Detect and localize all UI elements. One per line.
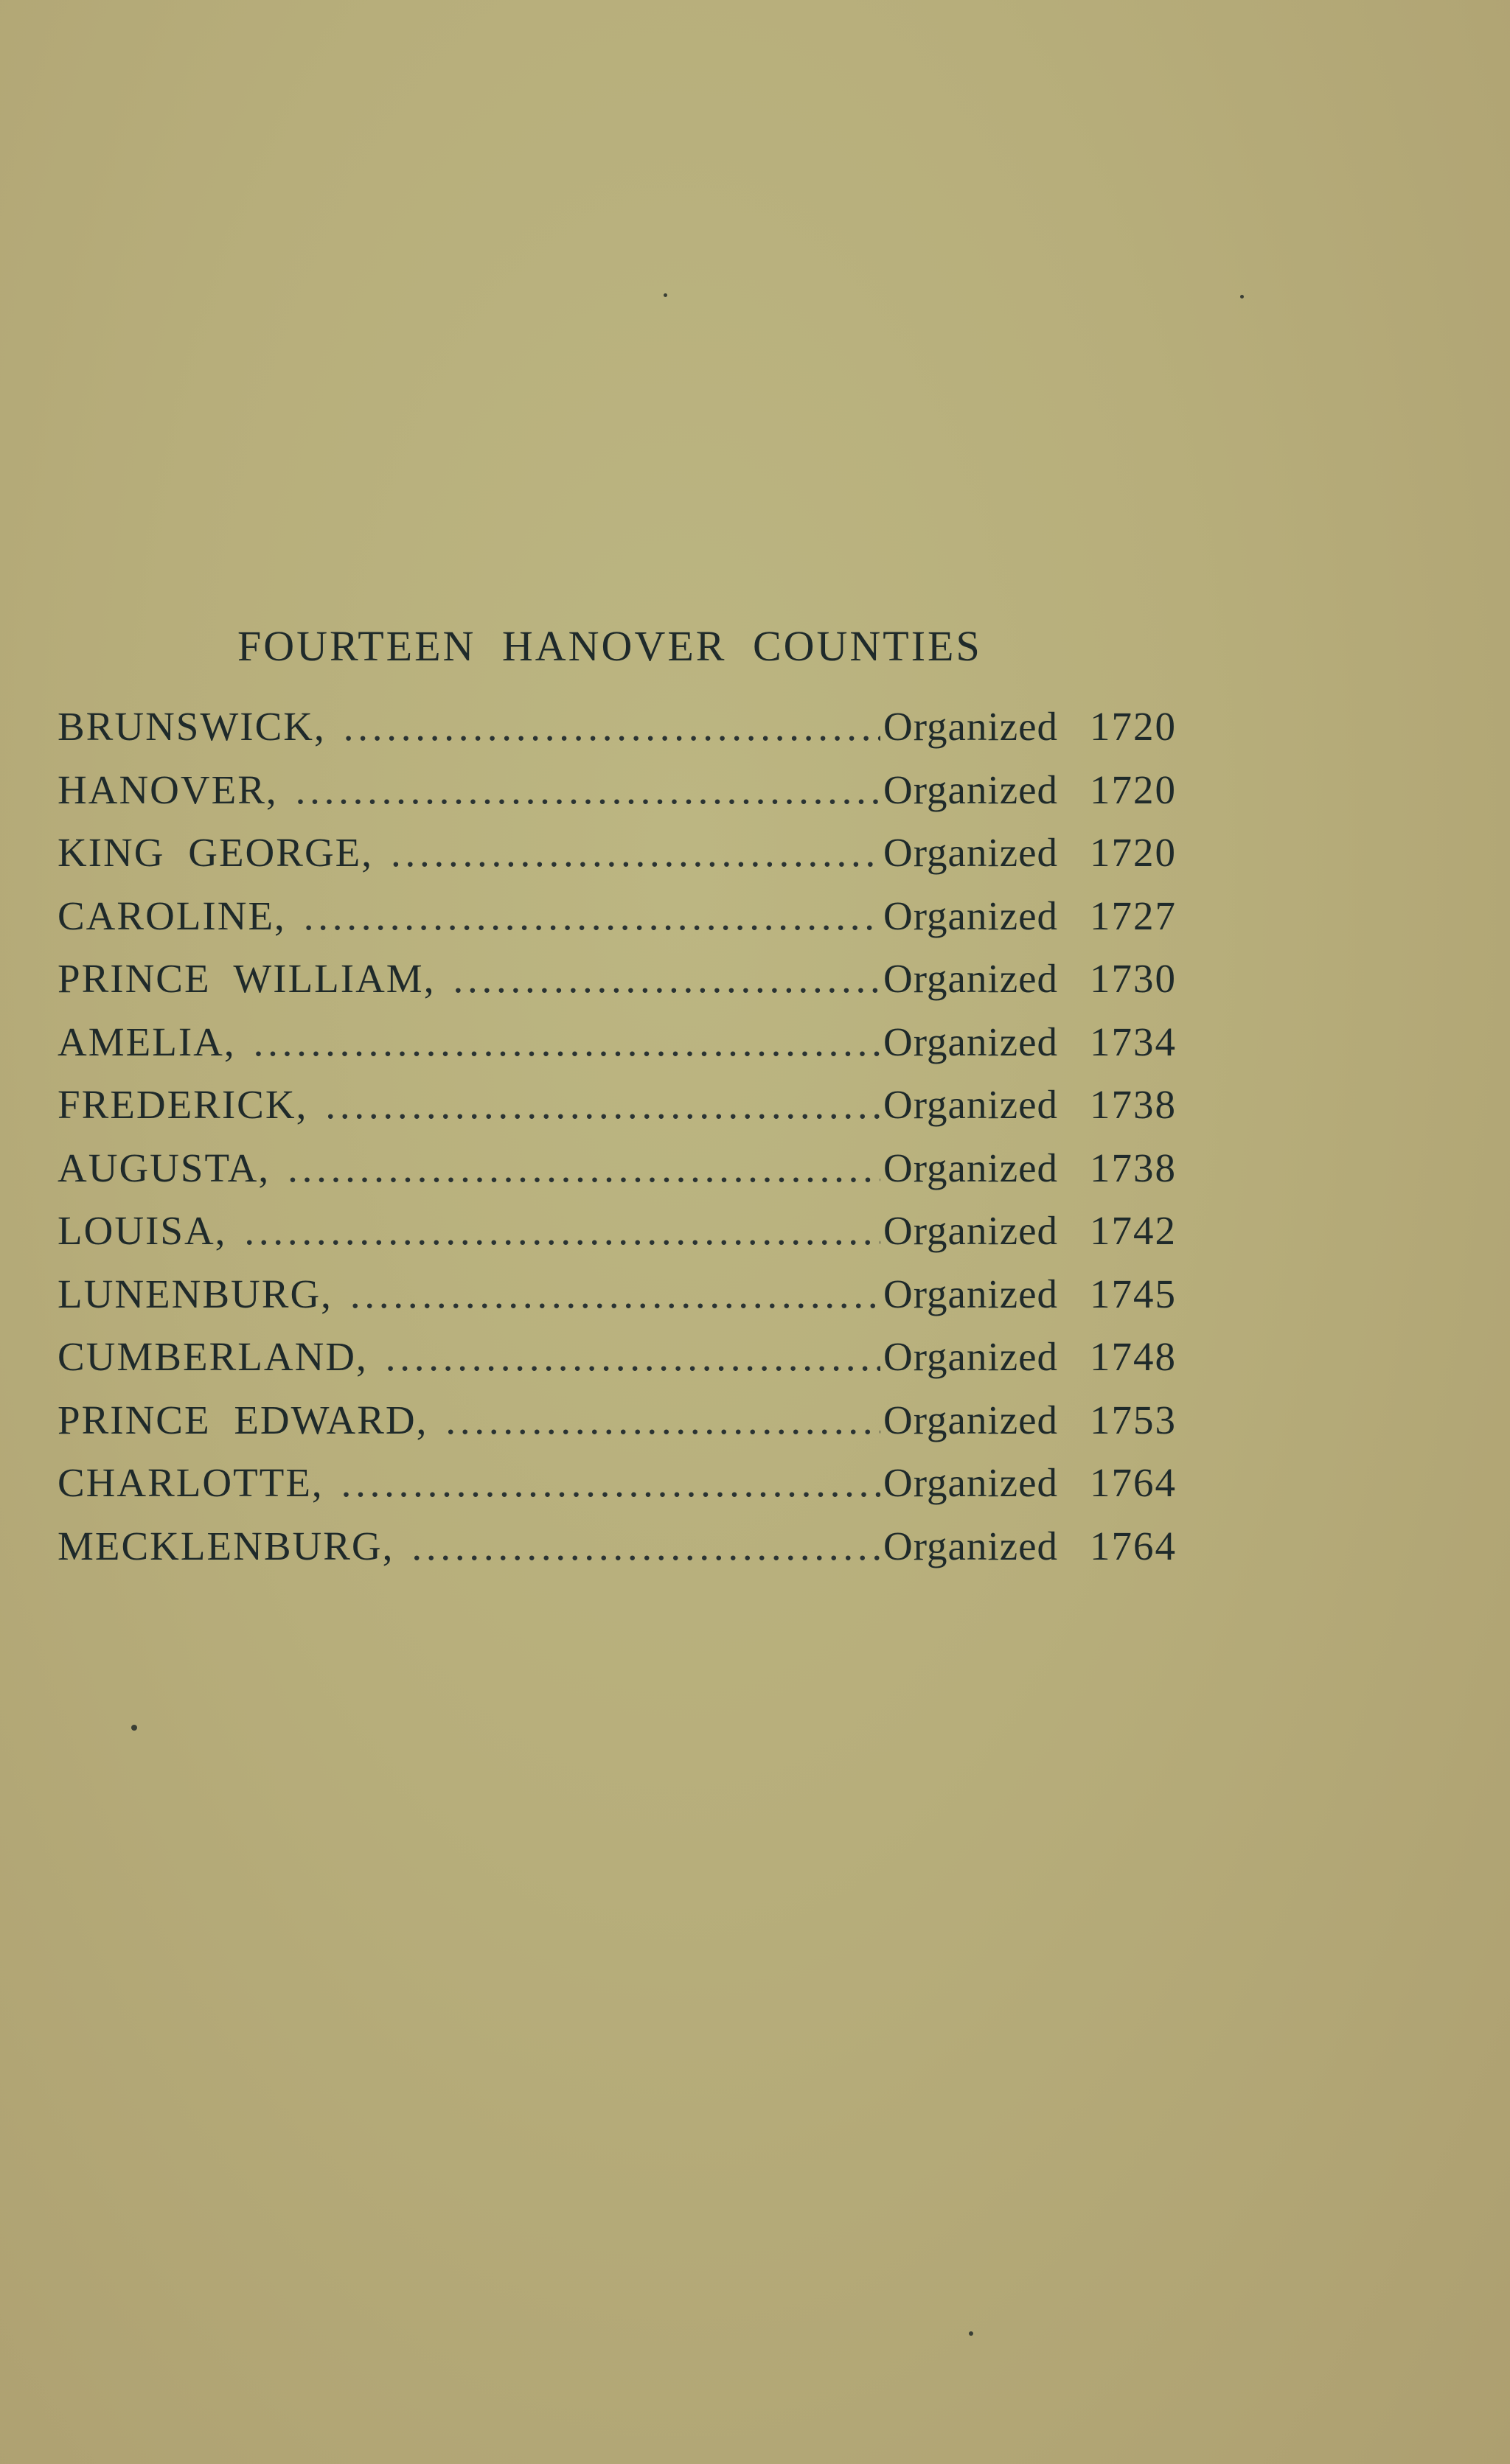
dot-leader [254,1022,880,1062]
county-status: Organized [883,1145,1059,1190]
page-title: FOURTEEN HANOVER COUNTIES [237,622,982,670]
county-status: Organized [883,1271,1059,1316]
county-name: LUNENBURG, [58,1271,333,1316]
county-row-lunenburg [58,1271,1193,1337]
county-row-amelia [58,1019,1193,1085]
county-name: HANOVER, [58,767,278,812]
county-status: Organized [883,1208,1059,1253]
county-year: 1753 [1090,1397,1177,1442]
county-year: 1720 [1090,704,1177,749]
dot-leader [391,832,880,873]
dot-leader [350,1274,880,1314]
county-row-caroline [58,893,1193,959]
county-row-charlotte [58,1462,1193,1526]
paper-speck [131,1725,137,1731]
county-name: LOUISA, [58,1208,227,1253]
county-year: 1738 [1090,1082,1177,1127]
county-row-brunswick [58,706,1193,769]
county-row-hanover [58,769,1193,833]
dot-leader [325,1084,880,1125]
county-year: 1720 [1090,767,1177,812]
county-year: 1734 [1090,1019,1177,1064]
county-status: Organized [883,704,1059,749]
county-status: Organized [883,1460,1059,1505]
county-year: 1764 [1090,1523,1177,1568]
dot-leader [386,1336,880,1377]
dot-leader [304,896,880,936]
county-name: MECKLENBURG, [58,1523,394,1568]
county-name: CAROLINE, [58,893,286,938]
county-row-mecklenburg [58,1523,1193,1589]
county-year: 1730 [1090,956,1177,1001]
dot-leader [296,769,880,810]
county-name: PRINCE WILLIAM, [58,956,436,1001]
paper-speck [1240,295,1244,299]
county-year: 1745 [1090,1271,1177,1316]
county-status: Organized [883,956,1059,1001]
dot-leader [453,958,880,999]
paper-speck [969,2331,973,2336]
county-name: CUMBERLAND, [58,1334,368,1379]
county-row-prince-william [58,958,1193,1022]
county-year: 1742 [1090,1208,1177,1253]
county-row-frederick [58,1084,1193,1148]
paper-speck [664,293,667,297]
county-name: AMELIA, [58,1019,236,1064]
county-status: Organized [883,1019,1059,1064]
county-name: CHARLOTTE, [58,1460,324,1505]
dot-leader [411,1526,880,1566]
county-row-king-george [58,832,1193,896]
dot-leader [288,1148,880,1188]
county-name: AUGUSTA, [58,1145,271,1190]
county-status: Organized [883,1334,1059,1379]
county-status: Organized [883,767,1059,812]
county-row-cumberland [58,1336,1193,1400]
county-row-louisa [58,1210,1193,1274]
county-status: Organized [883,1082,1059,1127]
county-year: 1720 [1090,830,1177,875]
county-status: Organized [883,1523,1059,1568]
county-name: BRUNSWICK, [58,704,326,749]
county-name: KING GEORGE, [58,830,374,875]
county-year: 1727 [1090,893,1177,938]
county-row-augusta [58,1145,1193,1211]
dot-leader [445,1400,880,1440]
county-status: Organized [883,893,1059,938]
dot-leader [341,1462,880,1503]
county-year: 1748 [1090,1334,1177,1379]
county-status: Organized [883,1397,1059,1442]
county-name: FREDERICK, [58,1082,308,1127]
county-list [58,706,1193,1588]
dot-leader [344,706,880,747]
county-row-prince-edward [58,1397,1193,1463]
county-year: 1764 [1090,1460,1177,1505]
county-year: 1738 [1090,1145,1177,1190]
county-name: PRINCE EDWARD, [58,1397,428,1442]
county-status: Organized [883,830,1059,875]
dot-leader [244,1210,880,1251]
